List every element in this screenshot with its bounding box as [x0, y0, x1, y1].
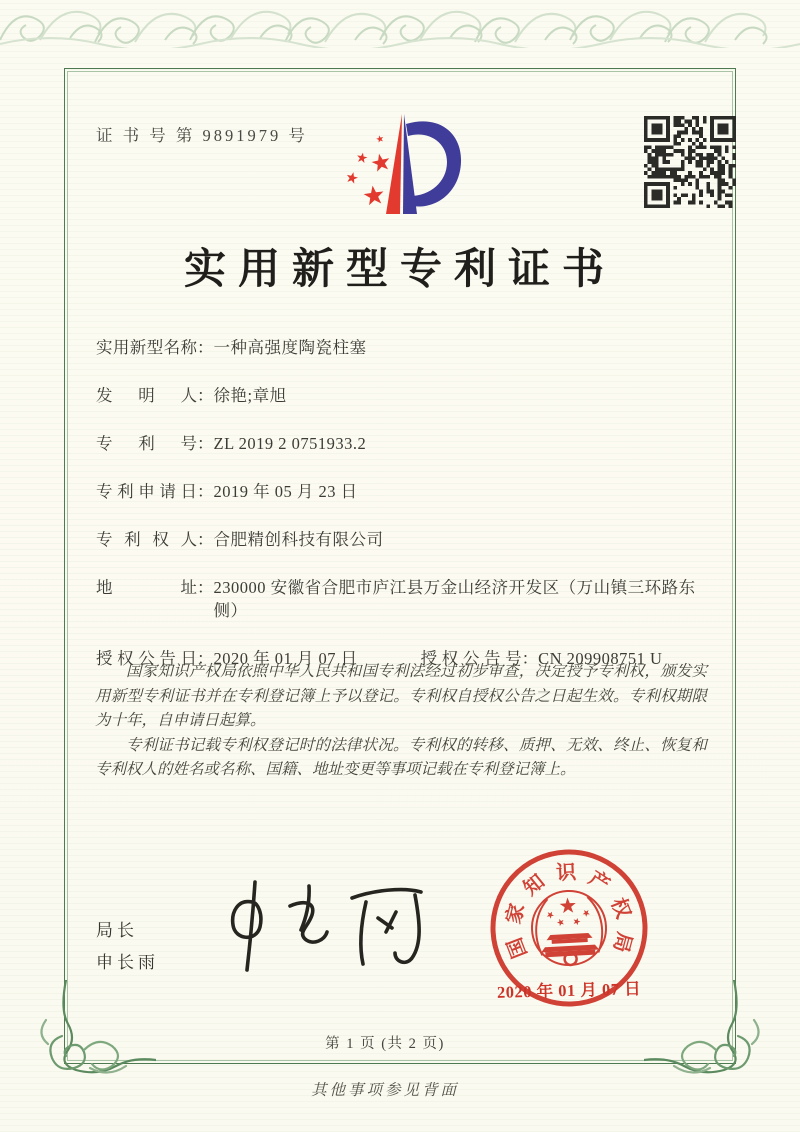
field-label: 实用新型名称 [96, 338, 197, 357]
field-value: 一种高强度陶瓷柱塞 [213, 338, 367, 357]
field-value: 合肥精创科技有限公司 [213, 530, 384, 549]
field-value: CN 209908751 U [538, 649, 663, 668]
field-row-filing-date: 专利申请日 ： 2019 年 05 月 23 日 [96, 480, 721, 503]
corner-flourish-right [644, 980, 774, 1080]
certificate-number: 证 书 号 第 9891979 号 [96, 126, 308, 145]
field-label: 发明人 [96, 386, 197, 405]
svg-text:国: 国 [503, 934, 532, 961]
grant-date-pair: 授权公告日 ： 2020 年 01 月 07 日 [96, 649, 358, 668]
svg-text:权: 权 [606, 895, 635, 922]
field-value: ZL 2019 2 0751933.2 [213, 434, 367, 453]
cnipa-logo-icon [328, 106, 480, 230]
svg-text:局: 局 [608, 929, 636, 955]
field-value: 2019 年 05 月 23 日 [213, 482, 358, 501]
director-post-label: 局长 [96, 921, 138, 940]
field-label: 专利号 [96, 434, 197, 453]
field-row-name: 实用新型名称 ： 一种高强度陶瓷柱塞 [96, 336, 721, 359]
field-label: 专利权人 [96, 530, 197, 549]
svg-text:家: 家 [502, 901, 530, 927]
field-list [96, 336, 721, 695]
legal-paragraph-1: 国家知识产权局依照中华人民共和国专利法经过初步审查，决定授予专利权，颁发实用新型专利证书并在专利登记簿上予以登记。专利权自授权公告之日起生效。专利权期限为十年，自申请日起算。 [95, 663, 707, 729]
field-label: 授权公告号 [420, 649, 522, 668]
director-name: 申长雨 [96, 953, 159, 972]
field-row-patent-number: 专利号 ： ZL 2019 2 0751933.2 [96, 432, 721, 455]
back-side-note: 其他事项参见背面 [310, 1082, 459, 1099]
legal-paragraph-2: 专利证书记载专利权登记时的法律状况。专利权的转移、质押、无效、终止、恢复和专利权人的姓名或名称、国籍、地址变更等事项记载在专利登记簿上。 [95, 736, 707, 778]
legal-text [95, 660, 707, 783]
field-value: 2020 年 01 月 07 日 [213, 649, 358, 668]
certificate-title: 实用新型专利证书 [183, 247, 616, 293]
svg-text:识: 识 [555, 861, 577, 885]
field-label: 专利申请日 [96, 482, 197, 501]
seal-date: 2020 年 01 月 07 日 [496, 979, 642, 1002]
field-value: 徐艳;章旭 [213, 386, 287, 405]
lace-border-top [0, 0, 800, 48]
corner-flourish-left [26, 980, 156, 1080]
svg-text:知: 知 [519, 870, 550, 901]
field-label: 地址 [96, 578, 197, 597]
field-value: 230000 安徽省合肥市庐江县万金山经济开发区（万山镇三环路东侧） [213, 578, 696, 620]
field-row-address: 地址 ： 230000 安徽省合肥市庐江县万金山经济开发区（万山镇三环路东侧） [96, 576, 721, 622]
field-label: 授权公告日 [96, 649, 197, 668]
qr-code [644, 116, 736, 208]
field-row-patentee: 专利权人 ： 合肥精创科技有限公司 [96, 528, 721, 551]
grant-number-pair: 授权公告号 ： CN 209908751 U [420, 649, 663, 668]
handwritten-signature [206, 872, 446, 982]
field-row-inventor: 发明人 ： 徐艳;章旭 [96, 384, 721, 407]
svg-text:产: 产 [584, 867, 614, 897]
page-number: 第 1 页 (共 2 页) [325, 1036, 445, 1052]
